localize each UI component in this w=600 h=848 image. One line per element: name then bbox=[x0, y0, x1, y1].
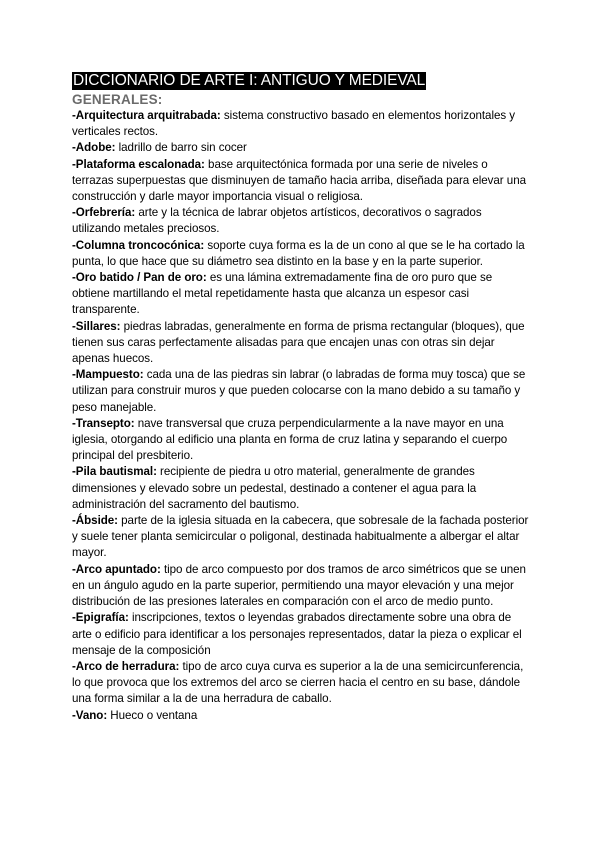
glossary-term: -Plataforma escalonada: bbox=[72, 157, 205, 171]
glossary-term: -Orfebrería: bbox=[72, 206, 136, 220]
glossary-definition: nave transversal que cruza perpendicularmente a la nave mayor en una iglesia, otorgando al edificio una planta en forma de cruz latina y separando el cuerpo principal del presbiterio. bbox=[72, 416, 508, 463]
glossary-entry bbox=[72, 610, 532, 659]
document-title: DICCIONARIO DE ARTE I: ANTIGUO Y MEDIEVAL bbox=[73, 72, 426, 89]
glossary-entry bbox=[72, 659, 532, 708]
glossary-entry bbox=[72, 367, 532, 416]
glossary-definition: parte de la iglesia situada en la cabecera, que sobresale de la fachada posterior y suele tener planta semicircular o poligonal, destinada habitualmente a albergar el altar mayor. bbox=[72, 514, 529, 560]
glossary-definition: cada una de las piedras sin labrar (o labradas de forma muy tosca) que se utilizan para construir muros y que pueden colocarse con la mano debido a su tamaño y peso manejable. bbox=[72, 368, 526, 414]
glossary-definition: recipiente de piedra u otro material, generalmente de grandes dimensiones y elevado sobre un pedestal, destinado a contener el agua para la administración del sacramento del bautismo. bbox=[72, 465, 477, 511]
glossary-definition: piedras labradas, generalmente en forma de prisma rectangular (bloques), que tienen sus caras perfectamente alisadas para que encajen unas con otras sin dejar apenas huecos. bbox=[72, 319, 525, 366]
glossary-term: -Arquitectura arquitrabada: bbox=[72, 109, 221, 122]
glossary-definition: soporte cuya forma es la de un cono al que se le ha cortado la punta, lo que hace que su diámetro sea distinto en la base y en la parte superior. bbox=[72, 238, 525, 268]
glossary-term: -Ábside: bbox=[72, 514, 118, 528]
glossary-definition: ladrillo de barro sin cocer bbox=[115, 141, 247, 155]
glossary-entry bbox=[72, 708, 532, 724]
glossary-definition: tipo de arco cuya curva es superior a la de una semicircunferencia, lo que provoca que los extremos del arco se cierren hacia el centro en su base, dándole una forma similar a la de una herradura de caballo. bbox=[72, 659, 524, 706]
glossary-entry bbox=[72, 464, 532, 513]
glossary-term: -Oro batido / Pan de oro: bbox=[72, 271, 207, 285]
glossary-definition: Hueco o ventana bbox=[107, 708, 198, 722]
glossary-term: -Transepto: bbox=[72, 416, 135, 430]
glossary-term: -Adobe: bbox=[72, 141, 116, 155]
glossary-entry bbox=[72, 238, 532, 270]
glossary-term: -Vano: bbox=[72, 708, 108, 722]
glossary-entry bbox=[72, 416, 532, 465]
glossary-term: -Arco de herradura: bbox=[72, 659, 180, 673]
glossary-list bbox=[72, 108, 532, 724]
glossary-term: -Arco apuntado: bbox=[72, 562, 161, 576]
glossary-entry bbox=[72, 157, 532, 206]
glossary-definition: arte y la técnica de labrar objetos artísticos, decorativos o sagrados utilizando metales preciosos. bbox=[72, 206, 482, 236]
glossary-term: -Mampuesto: bbox=[72, 368, 144, 382]
glossary-term: -Epigrafía: bbox=[72, 611, 129, 625]
glossary-term: -Sillares: bbox=[72, 319, 121, 333]
glossary-entry bbox=[72, 205, 532, 237]
glossary-definition: base arquitectónica formada por una serie de niveles o terrazas superpuestas que disminuyen de tamaño hacia arriba, diseñada para elevar una construcción y darle mayor importancia visual o religiosa. bbox=[72, 157, 526, 204]
glossary-term: -Columna troncocónica: bbox=[72, 238, 205, 252]
glossary-definition: sistema constructivo basado en elementos horizontales y verticales rectos. bbox=[72, 109, 516, 139]
glossary-entry bbox=[72, 513, 532, 562]
glossary-entry bbox=[72, 108, 532, 140]
glossary-entry bbox=[72, 140, 532, 156]
glossary-definition: es una lámina extremadamente fina de oro puro que se obtiene martillando el metal repetidamente hasta que alcanza un espesor casi transparente. bbox=[72, 271, 493, 317]
glossary-entry bbox=[72, 319, 532, 368]
glossary-entry bbox=[72, 270, 532, 319]
section-heading: GENERALES: bbox=[72, 92, 163, 107]
glossary-entry bbox=[72, 562, 532, 611]
glossary-definition: inscripciones, textos o leyendas grabados directamente sobre una obra de arte o edificio para identificar a los personajes representados, datar la pieza o explicar el mensaje de la composición bbox=[72, 611, 522, 657]
glossary-definition: tipo de arco compuesto por dos tramos de arco simétricos que se unen en un ángulo agudo en la parte superior, permitiendo una mayor elevación y una mejor distribución de las presiones laterales en comparación con el arco de medio punto. bbox=[72, 562, 526, 609]
glossary-term: -Pila bautismal: bbox=[72, 465, 157, 479]
document-page bbox=[72, 72, 532, 724]
